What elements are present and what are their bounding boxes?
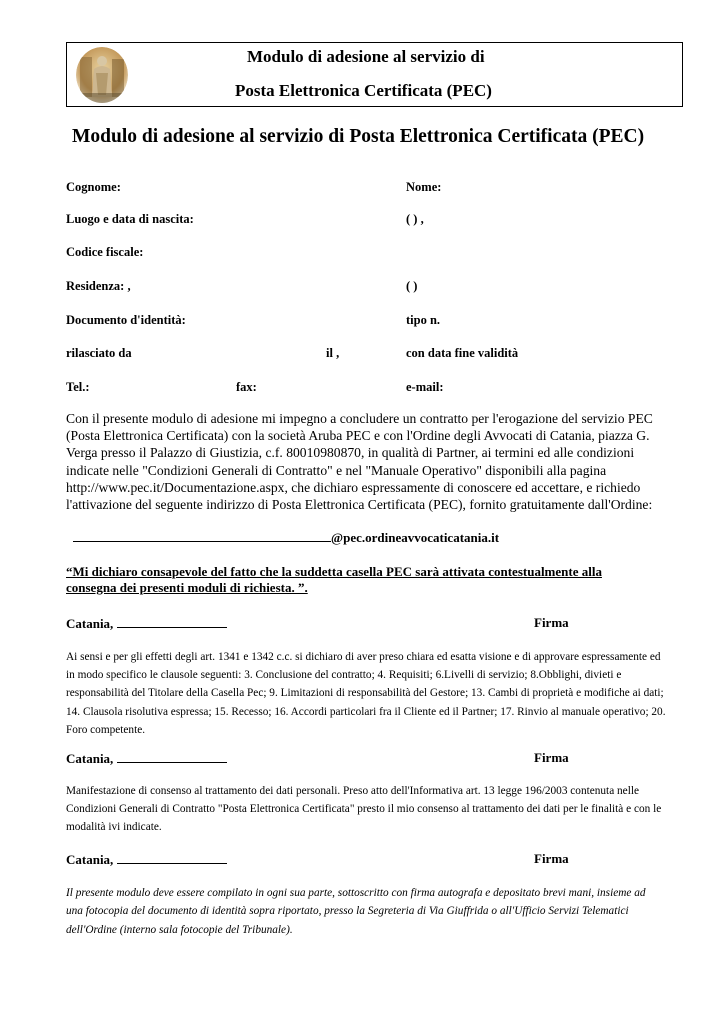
place-label: Catania, (66, 852, 114, 867)
date-blank (117, 851, 227, 864)
issued-by-label: rilasciato da (66, 346, 132, 360)
residence-label: Residenza: , (66, 279, 131, 293)
page-title: Modulo di adesione al servizio di Posta Elettronica Certificata (PEC) (72, 126, 645, 147)
expiry-date-label: con data fine validità (406, 346, 519, 360)
pec-username-blank (73, 530, 331, 542)
place-label: Catania, (66, 616, 114, 631)
clauses-text: Ai sensi e per gli effetti degli art. 1341 e 1342 c.c. si dichiaro di aver preso chiara ed esatta visione e di approvare espressamente ed in modo specifico le clausole seguenti: 3. Conclusione del contratto; 4. Requisiti; 6.Livelli di servizio; 8.Obblighi, divieti e responsabilità del Titolare della Casella Pec; 9. Limitazioni di responsabilità del Gestore; 13. Cambi di proprietà e modifiche ai dati; 14. Clausola risolutiva espressa; 15. Recesso; 16. Accordi particolari fra il Cliente ed il Partner; 17. Rinvio al manuale operativo; 20. Foro competente. (66, 651, 666, 736)
header-title-line2: Posta Elettronica Certificata (PEC) (235, 81, 492, 100)
date-blank (117, 615, 227, 628)
activation-declaration: “Mi dichiaro consapevole del fatto che la suddetta casella PEC sarà attivata contestualmente alla consegna dei presenti moduli di richiesta. ”. (66, 564, 602, 595)
pec-domain: @pec.ordineavvocaticatania.it (331, 530, 500, 545)
phone-label: Tel.: (66, 380, 90, 394)
tax-code-label: Codice fiscale: (66, 245, 144, 259)
header-box (66, 42, 683, 107)
place-label: Catania, (66, 751, 114, 766)
document-type-label: tipo n. (406, 313, 441, 327)
id-document-label: Documento d'identità: (66, 313, 186, 327)
birth-province-label: ( ) , (406, 212, 424, 226)
signature-label-2: Firma (534, 750, 569, 765)
privacy-consent-text: Manifestazione di consenso al trattamento dei dati personali. Preso atto dell'Informativa art. 13 legge 196/2003 contenuta nelle Condizioni Generali di Contratto "Posta Elettronica Certificata" presto il mio consenso al trattamento dei dati per le finalità e con le modalità ivi indicate. (66, 785, 662, 834)
signature-place-3 (66, 851, 227, 868)
fax-label: fax: (236, 380, 257, 394)
signature-place-2 (66, 750, 227, 767)
signature-label-1: Firma (534, 615, 569, 630)
residence-province-label: ( ) (406, 279, 418, 293)
header-title-line1: Modulo di adesione al servizio di (247, 47, 485, 66)
statue-photo-logo (76, 47, 128, 103)
signature-place-1 (66, 615, 227, 632)
cognome-label: Cognome: (66, 180, 121, 194)
submission-note: Il presente modulo deve essere compilato in ogni sua parte, sottoscritto con firma autografa e depositato brevi mani, insieme ad una fotocopia del documento di identità sopra riportato, presso la Segreteria di Via Giuffrida o all'Ufficio Servizi Telematici dell'Ordine (interno sala fotocopie del Tribunale). (66, 887, 646, 936)
birth-place-date-label: Luogo e data di nascita: (66, 212, 194, 226)
nome-label: Nome: (406, 180, 442, 194)
signature-label-3: Firma (534, 851, 569, 866)
email-label: e-mail: (406, 380, 444, 394)
issue-date-label: il , (326, 346, 340, 360)
pec-address-line (73, 530, 499, 546)
agreement-paragraph: Con il presente modulo di adesione mi impegno a concludere un contratto per l'erogazione del servizio PEC (Posta Elettronica Certificata) con la società Aruba PEC e con l'Ordine degli Avvocati di Catania, piazza G. Verga presso il Palazzo di Giustizia, c.f. 80010980870, in qualità di Partner, ai termini ed alle condizioni indicate nelle "Condizioni Generali di Contratto" e nel "Manuale Operativo" disponibili alla pagina http://www.pec.it/Documentazione.aspx, che dichiaro espressamente di conoscere ed accettare, e richiedo l'attivazione del seguente indirizzo di Posta Elettronica Certificata (PEC), fornito gratuitamente dall'Ordine: (66, 411, 653, 513)
date-blank (117, 750, 227, 763)
